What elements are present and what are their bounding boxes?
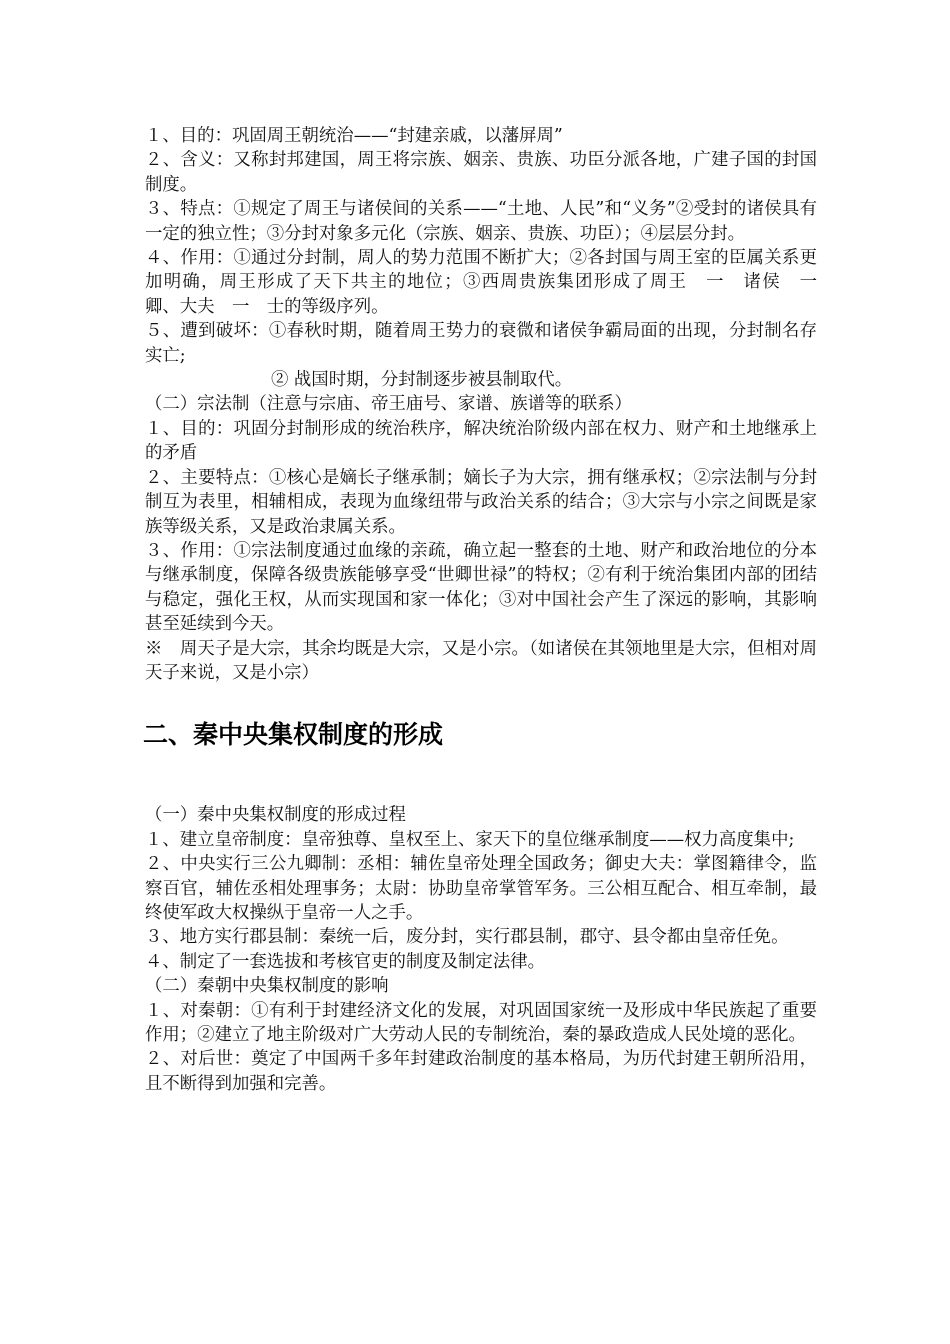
subheading-influence: （二）秦朝中央集权制度的影响	[145, 976, 389, 997]
section-heading-qin: 二、秦中央集权制度的形成	[143, 720, 444, 750]
paragraph-influence-later: ２、对后世：奠定了中国两千多年封建政治制度的基本格局，为历代封建王朝所沿用，且不断得到加强和完善。	[145, 1049, 817, 1094]
paragraph-influence-qin: １、对秦朝：①有利于封建经济文化的发展，对巩固国家统一及形成中华民族起了重要作用；②建立了地主阶级对广大劳动人民的专制统治，秦的暴政造成人民处境的恶化。	[145, 1000, 817, 1045]
paragraph-destruction: ５、遭到破坏：①春秋时期，随着周王势力的衰微和诸侯争霸局面的出现，分封制名存实亡;	[145, 321, 817, 366]
paragraph-commandery-county: ３、地方实行郡县制：秦统一后，废分封，实行郡县制，郡守、县令都由皇帝任免。	[145, 927, 789, 948]
paragraph-effects: ４、作用：①通过分封制，周人的势力范围不断扩大；②各封国与周王室的臣属关系更加明确，周王形成了天下共主的地位；③西周贵族集团形成了周王 一 诸侯 一 卿、大夫 一 士的等级序列。	[145, 248, 835, 317]
paragraph-patriarchal-effects: ３、作用：①宗法制度通过血缘的亲疏，确立起一整套的土地、财产和政治地位的分本与继承制度，保障各级贵族能够享受“世卿世禄”的特权；②有利于统治集团内部的团结与稳定，强化王权，从而实现国和家一体化；③对中国社会产生了深远的影响，其影响甚至延续到今天。	[145, 540, 817, 635]
paragraph-emperor-system: １、建立皇帝制度：皇帝独尊、皇权至上、家天下的皇位继承制度——权力高度集中;	[145, 829, 795, 850]
paragraph-destruction-warring-states: ② 战国时期，分封制逐步被县制取代。	[271, 370, 573, 391]
paragraph-official-selection: ４、制定了一套选拔和考核官吏的制度及制定法律。	[145, 951, 545, 972]
paragraph-three-ducal-ministers: ２、中央实行三公九卿制：丞相：辅佐皇帝处理全国政务；御史大夫：掌图籍律令，监察百官，辅佐丞相处理事务；太尉：协助皇帝掌管军务。三公相互配合、相互牵制，最终使军政大权操纵于皇帝一人之手。	[145, 854, 817, 923]
paragraph-meaning: ２、含义：又称封邦建国，周王将宗族、姻亲、贵族、功臣分派各地，广建子国的封国制度。	[145, 150, 817, 195]
subheading-formation-process: （一）秦中央集权制度的形成过程	[145, 805, 406, 826]
paragraph-note: ※ 周天子是大宗，其余均既是大宗，又是小宗。（如诸侯在其领地里是大宗，但相对周天子来说，又是小宗）	[145, 638, 817, 683]
paragraph-patriarchal-features: ２、主要特点：①核心是嫡长子继承制；嫡长子为大宗，拥有继承权；②宗法制与分封制互为表里，相辅相成，表现为血缘纽带与政治关系的结合；③大宗与小宗之间既是家族等级关系，又是政治隶属关系。	[145, 467, 817, 537]
paragraph-features: ３、特点：①规定了周王与诸侯间的关系——“土地、人民”和“义务”②受封的诸侯具有一定的独立性；③分封对象多元化（宗族、姻亲、贵族、功臣）；④层层分封。	[145, 199, 817, 244]
paragraph-purpose: １、目的：巩固周王朝统治——“封建亲戚，以藩屏周”	[145, 126, 563, 146]
paragraph-patriarchal-purpose: １、目的：巩固分封制形成的统治秩序，解决统治阶级内部在权力、财产和土地继承上的矛盾	[145, 418, 817, 464]
document-page	[143, 124, 835, 1096]
subheading-patriarchal-system: （二）宗法制（注意与宗庙、帝王庙号、家谱、族谱等的联系）	[145, 394, 632, 415]
